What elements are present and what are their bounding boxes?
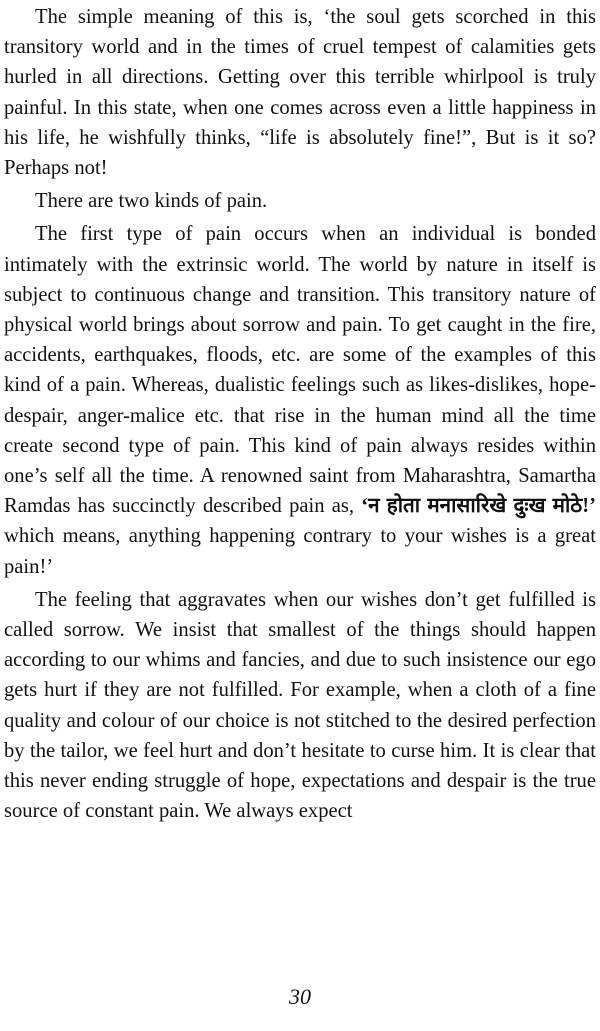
paragraph-sorrow: The feeling that aggravates when our wishes don’t get fulfilled is called sorrow. We insist that smallest of the things should happen according to our whims and fancies, and due to such insistence our ego gets hurt if they are not fulfilled. For example, when a cloth of a fine quality and colour of our choice is not stitched to the desired perfection by the tailor, we feel hurt and don’t hesitate to curse him. It is clear that this never ending struggle of hope, expectations and despair is the true source of constant pain. We always expect xyxy=(4,588,596,823)
page-number: 30 xyxy=(289,984,311,1009)
marathi-quote: ‘न होता मनासारिखे दुःख मोठे!’ xyxy=(361,495,596,518)
paragraph-soul-scorched: The simple meaning of this is, ‘the soul gets scorched in this transitory world and in the times of cruel tempest of calamities gets hurled in all directions. Getting over this terrible whirlpool is truly painful. In this state, when one comes across even a little happiness in his life, he wishfully thinks, “life is absolutely fine!”, But is it so? Perhaps not! xyxy=(4,6,596,180)
paragraph-two-kinds-of-pain: There are two kinds of pain. xyxy=(35,190,268,213)
paragraph-text-before-quote: The first type of pain occurs when an individual is bonded intimately with the extrinsic world. The world by nature in itself is subject to continuous change and transition. This transitory nature of physical world brings about sorrow and pain. To get caught in the fire, accidents, earthquakes, floods, etc. are some of the examples of this kind of a pain. Whereas, dualistic feelings such as likes-dislikes, hope-despair, anger-malice etc. that rise in the human mind all the time create second type of pain. This kind of pain always resides within one’s self all the time. A renowned saint from Maharashtra, Samartha Ramdas has succinctly described pain as, xyxy=(4,223,596,518)
paragraph-types-of-pain xyxy=(4,219,596,581)
paragraph-text-after-quote: which means, anything happening contrary to your wishes is a great pain!’ xyxy=(4,525,596,578)
